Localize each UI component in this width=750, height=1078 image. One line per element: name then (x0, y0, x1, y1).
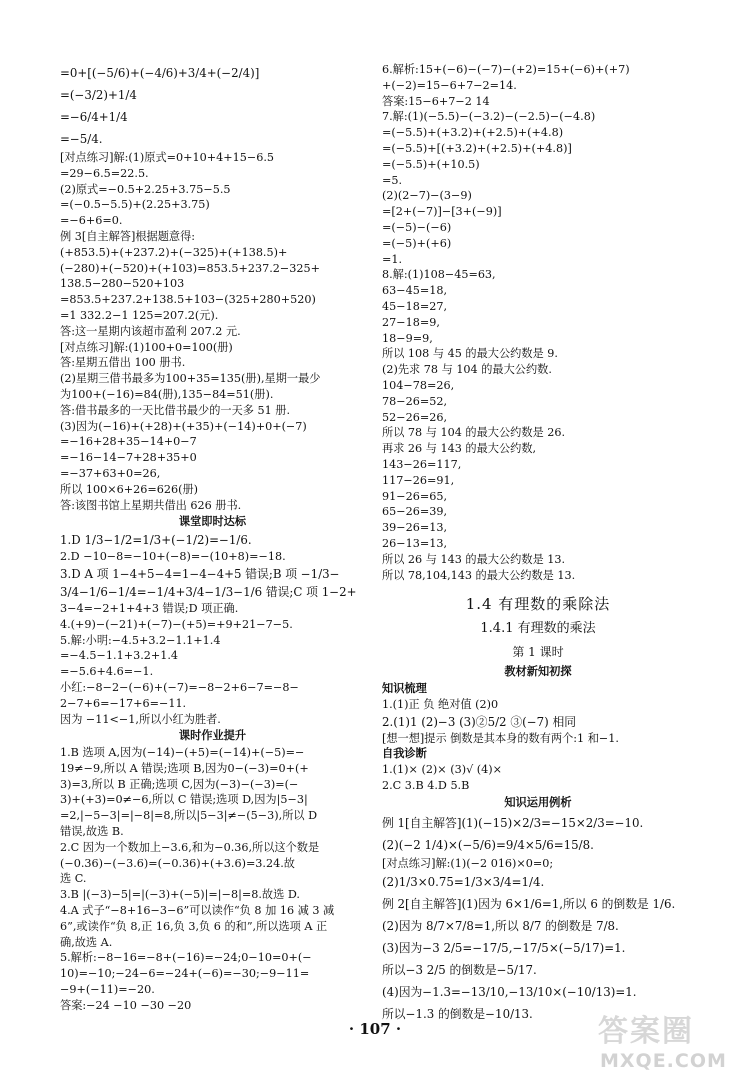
text-line: [对点练习]解:(1)(−2 016)×0=0; (382, 856, 554, 870)
text-line: (2)原式=−0.5+2.25+3.75−5.5 (60, 182, 231, 196)
text-line: =29−6.5=22.5. (60, 166, 149, 180)
text-line: =−16+28+35−14+0−7 (60, 435, 197, 449)
text-line: 答:该图书馆上星期共借出 626 册书. (60, 498, 242, 512)
text-line: (+853.5)+(+237.2)+(−325)+(+138.5)+ (60, 245, 288, 259)
text-line: 2.(1)1 (2)−3 (3)②5/2 ③(−7) 相同 (382, 714, 577, 729)
text-line: 4.A 式子“−8+16−3−6”可以读作“负 8 加 16 减 3 减 (60, 904, 335, 918)
text-line: 所以 78,104,143 的最大公约数是 13. (382, 568, 576, 582)
left-column (60, 62, 365, 1014)
text-line: 63−45=18, (382, 284, 448, 298)
text-line: 27−18=9, (382, 315, 440, 329)
text-line: 7.解:(1)(−5.5)−(−3.2)−(−2.5)−(−4.8) (382, 110, 596, 124)
text-line: =0+[(−5/6)+(−4/6)+3/4+(−2/4)] (60, 66, 260, 80)
text-line: 78−26=52, (382, 394, 448, 408)
text-line: 所以 78 与 104 的最大公约数是 26. (382, 426, 566, 440)
text-line: 再求 26 与 143 的最大公约数, (382, 442, 537, 456)
text-line: 答案:15−6+7−2 14 (382, 94, 490, 108)
text-line: 答:这一星期内该超市盈利 207.2 元. (60, 324, 241, 338)
text-line: [对点练习]解:(1)100+0=100(册) (60, 340, 233, 354)
text-line: 117−26=91, (382, 473, 455, 487)
text-line: =[2+(−7)]−[3+(−9)] (382, 205, 502, 219)
text-line: 1.D 1/3−1/2=1/3+(−1/2)=−1/6. (60, 533, 252, 548)
text-line: 答案:−24 −10 −30 −20 (60, 998, 192, 1012)
text-line: 2.D −10−8=−10+(−8)=−(10+8)=−18. (60, 550, 286, 564)
text-line: 选 C. (60, 872, 87, 886)
text-line: (2)(2−7)−(3−9) (382, 189, 472, 203)
text-line: =−5/4. (60, 132, 103, 146)
text-line: 3−4=−2+1+4+3 错误;D 项正确. (60, 601, 239, 615)
text-line: (2)因为 8/7×7/8=1,所以 8/7 的倒数是 7/8. (382, 919, 619, 934)
text-line: (3)因为(−16)+(+28)+(+35)+(−14)+0+(−7) (60, 419, 307, 433)
text-line: 65−26=39, (382, 505, 448, 519)
text-line: =853.5+237.2+138.5+103−(325+280+520) (60, 293, 316, 307)
text-line: 所以 100×6+26=626(册) (60, 482, 199, 496)
text-line: 52−26=26, (382, 410, 448, 424)
text-line: (−280)+(−520)+(+103)=853.5+237.2−325+ (60, 261, 321, 275)
text-line: 3.B |(−3)−5|=|(−3)+(−5)|=|−8|=8.故选 D. (60, 888, 300, 902)
text-line: 所以 26 与 143 的最大公约数是 13. (382, 552, 566, 566)
text-line: =−6/4+1/4 (60, 110, 128, 124)
text-line: 19≠−9,所以 A 错误;选项 B,因为0−(−3)=0+(+ (60, 761, 309, 775)
text-line: 答:借书最多的一天比借书最少的一天多 51 册. (60, 403, 291, 417)
subheading: 知识梳理 (382, 681, 427, 696)
text-line: (2)星期三借书最多为100+35=135(册),星期一最少 (60, 372, 321, 386)
text-line: 所以−1.3 的倒数是−10/13. (382, 1007, 533, 1022)
text-line: =−37+63+0=26, (60, 466, 161, 480)
text-line: 所以−3 2/5 的倒数是−5/17. (382, 963, 537, 978)
text-line: [对点练习]解:(1)原式=0+10+4+15−6.5 (60, 151, 275, 164)
text-line: 例 3[自主解答]根据题意得: (60, 229, 196, 243)
text-line: =5. (382, 173, 403, 187)
text-line: −9+(−11)=−20. (60, 983, 155, 997)
section-title: 1.4.1 有理数的乘法 (480, 621, 596, 637)
watermark-url: MXQE.COM (600, 1050, 727, 1072)
text-line: =1. (382, 252, 403, 266)
text-line: (4)因为−1.3=−13/10,−13/10×(−10/13)=1. (382, 985, 637, 1000)
text-line: =−4.5−1.1+3.2+1.4 (60, 649, 179, 663)
text-line: =(−5.5)+(+10.5) (382, 157, 480, 171)
text-line: 45−18=27, (382, 299, 448, 313)
text-line: 26−13=13, (382, 536, 448, 550)
text-line: 确,故选 A. (60, 935, 113, 949)
text-line: 3)=3,所以 B 正确;选项 C,因为(−3)−(−3)=(− (60, 777, 299, 791)
text-line: 例 2[自主解答](1)因为 6×1/6=1,所以 6 的倒数是 1/6. (382, 897, 676, 912)
text-line: 3.D A 项 1−4+5−4=1−4−4+5 错误;B 项 −1/3− (60, 566, 340, 581)
text-line: 2−7+6=−17+6=−11. (60, 696, 187, 710)
section-heading: 教材新知初探 (504, 664, 572, 679)
section-heading: 课时作业提升 (178, 728, 247, 743)
text-line: 6”,或读作“负 8,正 16,负 3,负 6 的和”,所以选项 A 正 (60, 919, 328, 933)
text-line: 39−26=13, (382, 521, 448, 535)
text-line: 138.5−280−520+103 (60, 277, 185, 291)
text-line: 例 1[自主解答](1)(−15)×2/3=−15×2/3=−10. (382, 815, 644, 830)
text-line: 143−26=117, (382, 457, 462, 471)
text-line: +(−2)=15−6+7−2=14. (382, 78, 517, 92)
text-line: 所以 108 与 45 的最大公约数是 9. (382, 347, 558, 361)
watermark-text: 答案圈 (598, 1014, 694, 1049)
watermark-logo (592, 1006, 742, 1072)
text-line: 小红:−8−2−(−6)+(−7)=−8−2+6−7=−8− (60, 680, 299, 694)
text-line: 2.C 3.B 4.D 5.B (382, 779, 470, 793)
text-line: =(−5)−(−6) (382, 220, 452, 234)
text-line: 5.解析:−8−16=−8+(−16)=−24;0−10=0+(− (60, 951, 312, 965)
chapter-title: 1.4 有理数的乘除法 (465, 595, 611, 614)
text-line: 1.B 选项 A,因为(−14)−(+5)=(−14)+(−5)=− (60, 746, 305, 760)
text-line: 2.C 因为一个数加上−3.6,和为−0.36,所以这个数是 (60, 840, 320, 854)
page-number: · 107 · (348, 1020, 402, 1038)
text-line: 为100+(−16)=84(册),135−84=51(册). (60, 387, 274, 401)
section-heading: 知识运用例析 (504, 794, 572, 809)
text-line: 91−26=65, (382, 489, 448, 503)
text-line: (2)先求 78 与 104 的最大公约数. (382, 363, 552, 377)
text-line: =1 332.2−1 125=207.2(元). (60, 308, 219, 322)
text-line: 104−78=26, (382, 378, 455, 392)
text-line: (−0.36)−(−3.6)=(−0.36)+(+3.6)=3.24.故 (60, 856, 295, 870)
lesson-title: 第 1 课时 (512, 645, 564, 660)
text-line: 4.(+9)−(−21)+(−7)−(+5)=+9+21−7−5. (60, 617, 293, 631)
text-line: (2)(−2 1/4)×(−5/6)=9/4×5/6=15/8. (382, 837, 594, 852)
text-line: 1.(1)正 负 绝对值 (2)0 (382, 697, 499, 711)
text-line: 1.(1)× (2)× (3)√ (4)× (382, 763, 502, 777)
section-heading: 课堂即时达标 (178, 514, 247, 529)
text-line: =−16−14−7+28+35+0 (60, 451, 197, 465)
text-line: 因为 −11<−1,所以小红为胜者. (60, 712, 221, 726)
text-line: 18−9=9, (382, 331, 433, 345)
text-line: 5.解:小明:−4.5+3.2−1.1+1.4 (60, 633, 221, 647)
text-line: 答:星期五借出 100 册书. (60, 356, 186, 370)
text-line: 6.解析:15+(−6)−(−7)−(+2)=15+(−6)+(+7) (382, 63, 630, 76)
text-line: =(−5.5)+(+3.2)+(+2.5)+(+4.8) (382, 126, 564, 140)
text-line: =(−5)+(+6) (382, 236, 452, 250)
text-line: 10)=−10;−24−6=−24+(−6)=−30;−9−11= (60, 967, 310, 981)
text-line: 3)+(+3)=0≠−6,所以 C 错误;选项 D,因为|5−3| (60, 793, 308, 807)
text-line: =(−0.5−5.5)+(2.25+3.75) (60, 198, 210, 212)
text-line: =2,|−5−3|=|−8|=8,所以|5−3|≠−(5−3),所以 D (60, 809, 318, 823)
text-line: =(−5.5)+[(+3.2)+(+2.5)+(+4.8)] (382, 141, 572, 155)
text-line: =−6+6=0. (60, 214, 123, 228)
right-column (382, 62, 694, 1025)
text-line: (2)1/3×0.75=1/3×3/4=1/4. (382, 875, 545, 890)
text-line: 8.解:(1)108−45=63, (382, 268, 496, 282)
text-line: [想一想]提示 倒数是其本身的数有两个:1 和−1. (382, 731, 619, 745)
text-line: (3)因为−3 2/5=−17/5,−17/5×(−5/17)=1. (382, 941, 626, 956)
text-line: 错误,故选 B. (60, 825, 124, 839)
text-line: =−5.6+4.6=−1. (60, 665, 154, 679)
text-line: =(−3/2)+1/4 (60, 88, 137, 102)
text-line: 3/4−1/6−1/4=−1/4+3/4−1/3−1/6 错误;C 项 1−2+ (60, 584, 357, 599)
subheading: 自我诊断 (382, 746, 427, 761)
